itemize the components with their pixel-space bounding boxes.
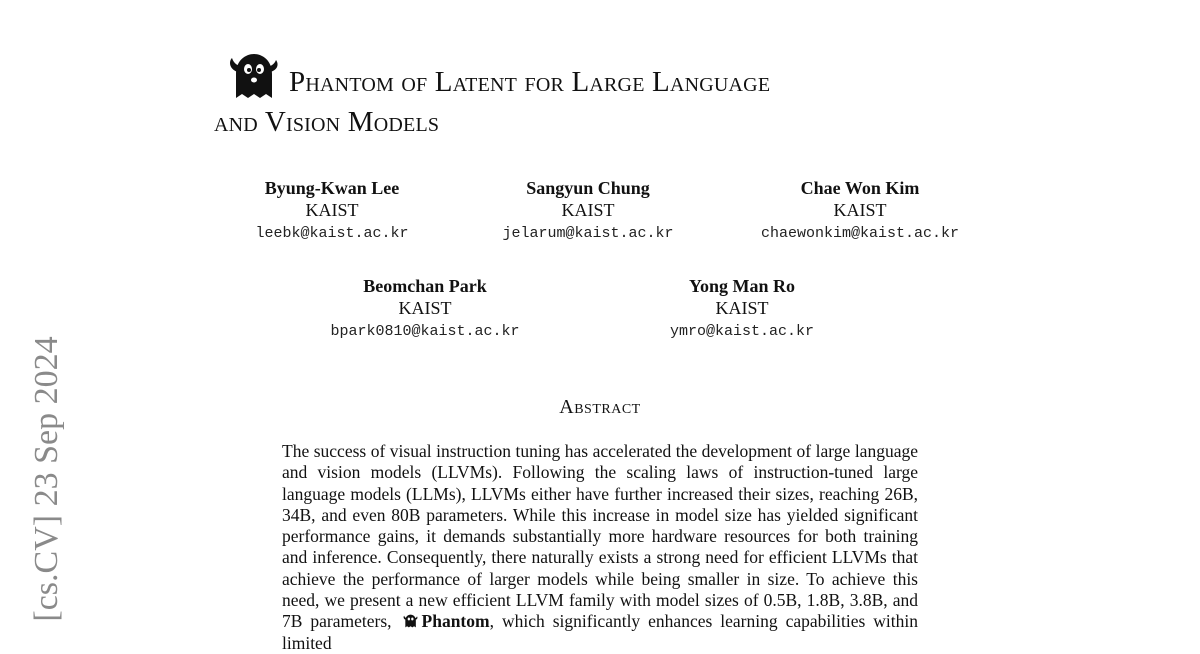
abstract-heading: Abstract: [559, 396, 641, 418]
author-name: Chae Won Kim: [800, 178, 920, 198]
author-affiliation: KAIST: [833, 200, 887, 220]
model-name: Phantom: [421, 611, 490, 632]
author-name: Byung-Kwan Lee: [264, 178, 400, 198]
paper-title: [214, 62, 1014, 142]
title-line-1: Phantom of Latent for Large Language: [289, 66, 771, 98]
author-affiliation: KAIST: [561, 200, 615, 220]
author-block: [222, 177, 442, 247]
author-name: Beomchan Park: [363, 276, 487, 296]
author-affiliation: KAIST: [305, 200, 359, 220]
author-email[interactable]: chaewonkim@kaist.ac.kr: [760, 225, 960, 242]
author-affiliation: KAIST: [715, 298, 769, 318]
title-line-2: and Vision Models: [214, 106, 440, 138]
author-name: Yong Man Ro: [688, 276, 795, 296]
abstract-paragraph-tail: , which significantly enhances learning capabilities within limited: [282, 611, 918, 653]
author-block: [478, 177, 698, 247]
author-email[interactable]: jelarum@kaist.ac.kr: [502, 225, 674, 242]
arxiv-side-stamp: [cs.CV] 23 Sep 2024: [28, 336, 65, 622]
author-email[interactable]: bpark0810@kaist.ac.kr: [330, 323, 520, 340]
author-name: Sangyun Chung: [526, 178, 650, 198]
ghost-icon: [400, 614, 420, 628]
author-block: [632, 275, 852, 345]
author-email[interactable]: leebk@kaist.ac.kr: [255, 225, 409, 242]
abstract-text: [282, 441, 918, 654]
author-email[interactable]: ymro@kaist.ac.kr: [669, 323, 815, 340]
abstract-paragraph: The success of visual instruction tuning has accelerated the development of large language and vision models (LLVMs). Following the scaling laws of instruction-tuned large language models (LLMs), LLVMs either have further increased their sizes, reaching 26B, 34B, and even 80B parameters. While this increase in model size has yielded significant performance gains, it demands substantially more hardware resources for both training and inference. Consequently, there naturally exists a strong need for efficient LLVMs that achieve the performance of larger models while being smaller in size. To achieve this need, we present a new efficient LLVM family with model sizes of 0.5B, 1.8B, 3.8B, and 7B parameters,: [282, 441, 918, 632]
author-affiliation: KAIST: [398, 298, 452, 318]
author-block: [305, 275, 545, 345]
author-block: [730, 177, 990, 247]
